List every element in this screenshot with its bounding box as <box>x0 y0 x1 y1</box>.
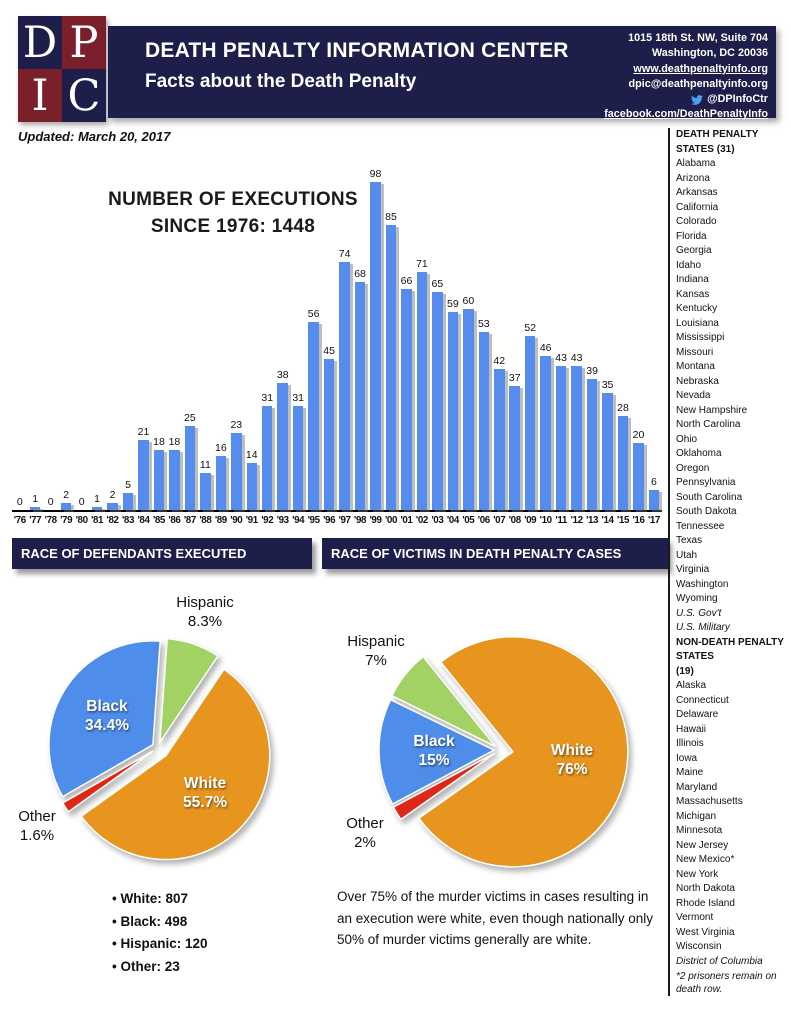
breakdown-item: • Hispanic: 120 <box>112 936 208 951</box>
bar <box>432 292 443 510</box>
state-item: Idaho <box>676 259 702 271</box>
bar-column <box>58 489 73 510</box>
year-tick-label: '81 <box>91 515 104 526</box>
year-tick-label: '86 <box>168 515 181 526</box>
bar-column <box>522 322 537 510</box>
year-tick-label: '99 <box>369 515 382 526</box>
year-tick-label: '79 <box>60 515 73 526</box>
bar-value-label: 25 <box>184 412 196 425</box>
year-tick-label: '07 <box>493 515 506 526</box>
website-link[interactable]: www.deathpenaltyinfo.org <box>633 62 768 75</box>
bar-column <box>414 258 429 510</box>
bar-column <box>182 412 197 510</box>
year-tick-label: '77 <box>29 515 42 526</box>
state-item: Minnesota <box>676 825 723 836</box>
state-item: North Carolina <box>676 419 741 430</box>
email-link[interactable]: dpic@deathpenaltyinfo.org <box>628 77 768 90</box>
state-item: Tennessee <box>676 520 725 532</box>
pie-label-other <box>18 807 56 845</box>
state-item: Missouri <box>676 346 714 358</box>
x-axis-labels <box>12 515 662 526</box>
bar <box>633 443 644 510</box>
pie-label-percent: 34.4% <box>85 717 129 734</box>
state-item: Alabama <box>676 158 716 169</box>
bar <box>277 383 288 510</box>
bar-column <box>275 369 290 510</box>
year-tick-label: '87 <box>183 515 196 526</box>
bar-value-label: 68 <box>354 268 366 281</box>
state-item: Indiana <box>676 274 709 285</box>
year-tick-label: '93 <box>276 515 289 526</box>
year-tick-label: '10 <box>539 515 552 526</box>
state-item: New Hampshire <box>676 404 748 416</box>
twitter-link[interactable] <box>604 92 768 107</box>
state-item: Oregon <box>676 462 710 474</box>
year-tick-label: '15 <box>617 515 630 526</box>
states-sidebar <box>668 128 791 996</box>
bar-column <box>43 496 58 510</box>
year-tick-label: '89 <box>214 515 227 526</box>
bar-column <box>27 493 42 510</box>
state-item: Arizona <box>676 172 710 184</box>
bar-value-label: 59 <box>447 298 459 311</box>
bar <box>618 416 629 510</box>
state-item: South Dakota <box>676 506 737 517</box>
twitter-handle: @DPInfoCtr <box>707 93 768 106</box>
year-tick-label: '90 <box>230 515 243 526</box>
state-item: Wyoming <box>676 593 718 604</box>
year-tick-label: '01 <box>400 515 413 526</box>
non-death-penalty-states-count: (19) <box>676 665 694 677</box>
bar <box>355 282 366 510</box>
bar-value-label: 60 <box>462 295 475 307</box>
victims-pie-chart <box>330 592 665 892</box>
pie-label-name: Other <box>18 808 56 825</box>
bar-column <box>631 429 646 510</box>
year-tick-label: '84 <box>137 515 150 526</box>
state-item: Alaska <box>676 680 707 691</box>
year-tick-label: '76 <box>13 515 26 526</box>
state-item: Kentucky <box>676 303 718 314</box>
breakdown-item: • White: 807 <box>112 891 188 906</box>
bar-column <box>430 278 445 510</box>
bar-value-label: 31 <box>261 392 274 405</box>
year-tick-label: '09 <box>524 515 537 526</box>
bar <box>417 272 428 510</box>
bar <box>556 366 567 510</box>
state-item: New York <box>676 868 719 880</box>
state-item: Kansas <box>676 288 710 300</box>
bar-value-label: 1 <box>32 492 39 505</box>
state-item: Maine <box>676 767 704 778</box>
bar <box>216 456 227 510</box>
state-item: New Mexico* <box>676 854 735 865</box>
pie-label-name: Hispanic <box>347 633 405 650</box>
year-tick-label: '88 <box>199 515 212 526</box>
state-item: Massachusetts <box>676 796 743 807</box>
non-death-penalty-states-header: NON-DEATH PENALTY STATES <box>676 636 784 662</box>
bar <box>61 503 72 510</box>
state-item: Illinois <box>676 738 704 749</box>
bar-value-label: 21 <box>137 425 150 438</box>
bar-column <box>260 392 275 510</box>
pie-label-other <box>346 814 384 852</box>
year-tick-label: '91 <box>245 515 258 526</box>
bar-value-label: 11 <box>199 459 211 472</box>
twitter-icon <box>690 94 704 106</box>
bar-value-label: 6 <box>651 475 657 488</box>
state-item: Hawaii <box>676 723 707 735</box>
bar-column <box>151 436 166 510</box>
bar-column <box>584 365 599 510</box>
pie-label-hispanic <box>347 632 405 670</box>
defendants-section-header: RACE OF DEFENDANTS EXECUTED <box>12 538 312 569</box>
state-item: Florida <box>676 230 707 242</box>
bar-value-label: 46 <box>539 341 552 354</box>
bar-value-label: 20 <box>632 429 645 441</box>
bar-value-label: 0 <box>16 496 23 508</box>
bar-value-label: 74 <box>338 248 351 261</box>
bar <box>30 507 41 510</box>
state-item: District of Columbia <box>676 955 763 967</box>
state-item: Vermont <box>676 912 714 923</box>
pie-label-percent: 15% <box>418 752 450 769</box>
year-tick-label: '94 <box>292 515 305 526</box>
bar-column <box>399 275 414 510</box>
pie-label-white <box>551 741 593 779</box>
state-item: Nebraska <box>676 375 719 387</box>
state-item: Wisconsin <box>676 941 722 952</box>
state-item: West Virginia <box>676 926 735 938</box>
year-tick-label: '03 <box>431 515 444 526</box>
pie-label-name: White <box>183 775 227 792</box>
state-item: U.S. Gov't <box>676 607 722 619</box>
bar <box>386 225 397 510</box>
bar-column <box>74 496 89 510</box>
state-item: Michigan <box>676 810 717 822</box>
state-item: Oklahoma <box>676 448 722 459</box>
bar <box>587 379 598 510</box>
state-item: Mississippi <box>676 332 725 343</box>
state-item: Nevada <box>676 390 711 401</box>
bar <box>571 366 582 510</box>
bar-column <box>461 295 476 510</box>
bar <box>200 473 211 510</box>
x-axis-line <box>12 510 662 512</box>
bar-value-label: 28 <box>617 402 629 415</box>
pie-label-black <box>413 732 454 770</box>
bar-column <box>476 318 491 510</box>
header-titles <box>108 26 569 118</box>
pie-label-name: Black <box>413 733 455 750</box>
state-item: Colorado <box>676 216 717 227</box>
bar-column <box>198 459 213 510</box>
bar-value-label: 2 <box>63 489 70 502</box>
bar-value-label: 52 <box>524 321 537 334</box>
bar-value-label: 1 <box>94 492 100 505</box>
bar-column <box>383 211 398 510</box>
bar-value-label: 16 <box>214 442 227 455</box>
year-tick-label: '82 <box>106 515 119 526</box>
updated-date: Updated: March 20, 2017 <box>18 129 171 144</box>
org-title: DEATH PENALTY INFORMATION CENTER <box>145 39 569 62</box>
year-tick-label: '17 <box>647 515 660 526</box>
bar-value-label: 66 <box>400 274 413 287</box>
bar <box>509 386 520 510</box>
year-tick-label: '78 <box>44 515 57 526</box>
address-line1: 1015 18th St. NW, Suite 704 <box>628 32 768 44</box>
bar <box>463 309 474 510</box>
victims-note: Over 75% of the murder victims in cases resulting in an execution were white, even though nationally only 50% of murder victims generally are white. <box>337 889 653 947</box>
year-tick-label: '02 <box>415 515 428 526</box>
bar-value-label: 0 <box>47 496 54 508</box>
bar-column <box>12 496 27 510</box>
state-item: Utah <box>676 549 698 561</box>
bar <box>123 493 134 510</box>
death-penalty-states-header: DEATH PENALTY STATES (31) <box>676 129 759 155</box>
bar-column <box>136 426 151 510</box>
year-tick-label: '04 <box>446 515 459 526</box>
pie-label-percent: 2% <box>354 834 376 851</box>
pie-label-percent: 7% <box>365 652 387 669</box>
bar <box>231 433 242 510</box>
state-item: Arkansas <box>676 187 718 198</box>
pie-label-name: Black <box>86 698 128 715</box>
bar-value-label: 53 <box>477 318 490 331</box>
state-item: California <box>676 201 719 213</box>
bar <box>494 369 505 510</box>
bar <box>308 322 319 510</box>
bar-column <box>120 479 135 510</box>
bar-value-label: 5 <box>125 479 131 492</box>
bar-value-label: 23 <box>230 419 243 431</box>
dpic-logo <box>18 16 106 122</box>
year-tick-label: '12 <box>570 515 583 526</box>
state-item: South Carolina <box>676 491 743 503</box>
state-item: New Jersey <box>676 839 729 851</box>
bar-column <box>553 352 568 510</box>
year-tick-label: '06 <box>477 515 490 526</box>
state-item: Louisiana <box>676 317 719 329</box>
bar-column <box>213 442 228 510</box>
bar-column <box>167 436 182 510</box>
bar-column <box>337 248 352 510</box>
state-item: North Dakota <box>676 883 735 894</box>
bar <box>370 182 381 510</box>
bar-value-label: 38 <box>276 368 289 381</box>
state-item: Delaware <box>676 709 719 720</box>
bar <box>525 336 536 510</box>
facebook-link[interactable]: facebook.com/DeathPenaltyInfo <box>604 108 768 121</box>
bar-value-label: 56 <box>307 308 320 321</box>
year-tick-label: '98 <box>354 515 367 526</box>
state-item: Rhode Island <box>676 897 735 909</box>
pie-label-hispanic <box>176 593 234 631</box>
year-tick-label: '00 <box>384 515 397 526</box>
bar-column <box>229 419 244 510</box>
header-banner <box>108 26 776 121</box>
bars-area <box>12 158 662 510</box>
bar <box>602 393 613 510</box>
bar-column <box>507 372 522 510</box>
year-tick-label: '95 <box>307 515 320 526</box>
bar-value-label: 45 <box>323 345 335 358</box>
bar <box>401 289 412 510</box>
bar <box>293 406 304 510</box>
bar <box>262 406 273 510</box>
bar-value-label: 65 <box>431 278 444 291</box>
bar-column <box>368 168 383 510</box>
bar-value-label: 35 <box>601 378 614 391</box>
bar-value-label: 37 <box>508 372 521 384</box>
bar <box>169 450 180 510</box>
bar-column <box>615 402 630 510</box>
pie-label-name: White <box>550 742 594 759</box>
bar-value-label: 85 <box>385 211 397 224</box>
bar-column <box>306 308 321 510</box>
state-item: Pennsylvania <box>676 477 736 488</box>
bar-value-label: 0 <box>78 496 85 508</box>
bar-value-label: 43 <box>570 351 583 364</box>
logo-letter-d: D <box>18 16 62 69</box>
year-tick-label: '92 <box>261 515 274 526</box>
bar-value-label: 71 <box>416 258 428 271</box>
logo-letter-p: P <box>62 16 106 69</box>
bar <box>479 332 490 510</box>
sidebar-footnote: *2 prisoners remain on death row. <box>676 971 777 995</box>
pie-label-name: Other <box>346 815 384 832</box>
state-item: Maryland <box>676 781 718 793</box>
bar <box>247 463 258 510</box>
breakdown-item: • Black: 498 <box>112 913 188 929</box>
bar-value-label: 42 <box>493 355 506 368</box>
victims-section-header: RACE OF VICTIMS IN DEATH PENALTY CASES <box>322 538 668 569</box>
bar-value-label: 14 <box>245 449 258 462</box>
year-tick-label: '11 <box>555 515 567 526</box>
defendants-breakdown-list <box>112 888 208 978</box>
pie-label-percent: 1.6% <box>19 827 55 844</box>
logo-letter-i: I <box>18 69 62 122</box>
year-tick-label: '14 <box>601 515 614 526</box>
bar-value-label: 98 <box>369 167 382 180</box>
bar <box>107 503 118 510</box>
year-tick-label: '97 <box>338 515 351 526</box>
bar <box>324 359 335 510</box>
state-item: Ohio <box>676 433 698 445</box>
contact-block <box>604 26 776 121</box>
bar-column <box>244 449 259 510</box>
state-item: Washington <box>676 578 729 590</box>
pie-label-percent: 8.3% <box>187 613 223 630</box>
bar-chart-title-line1: NUMBER OF EXECUTIONS <box>108 189 358 210</box>
bar-column <box>569 352 584 510</box>
bar <box>339 262 350 510</box>
bar <box>138 440 149 510</box>
bar-value-label: 18 <box>168 435 181 448</box>
pie-label-name: Hispanic <box>176 594 234 611</box>
state-item: Texas <box>676 535 703 546</box>
logo-letter-c: C <box>62 69 106 122</box>
state-item: Connecticut <box>676 694 729 706</box>
state-item: Virginia <box>676 564 710 575</box>
breakdown-item: • Other: 23 <box>112 958 180 974</box>
bar <box>448 312 459 510</box>
pie-label-white <box>183 774 227 812</box>
executions-bar-chart <box>12 158 662 526</box>
bar <box>185 426 196 510</box>
year-tick-label: '16 <box>632 515 645 526</box>
bar-value-label: 39 <box>586 365 598 378</box>
bar <box>649 490 660 510</box>
bar-column <box>646 476 661 510</box>
year-tick-label: '08 <box>508 515 521 526</box>
year-tick-label: '05 <box>462 515 475 526</box>
state-item: Iowa <box>676 752 698 764</box>
page-title: Facts about the Death Penalty <box>145 71 417 92</box>
state-item: U.S. Military <box>676 622 730 633</box>
state-item: Montana <box>676 361 715 372</box>
year-tick-label: '85 <box>152 515 165 526</box>
year-tick-label: '96 <box>323 515 336 526</box>
bar-column <box>290 392 305 510</box>
defendants-pie-svg <box>10 580 320 890</box>
bar-chart-title-line2: SINCE 1976: 1448 <box>150 216 316 237</box>
pie-label-black <box>85 697 129 735</box>
bar-column <box>445 298 460 510</box>
pie-label-percent: 76% <box>556 761 588 778</box>
year-tick-label: '80 <box>75 515 88 526</box>
bar-column <box>600 379 615 510</box>
address-line2: Washington, DC 20036 <box>652 47 768 60</box>
bar <box>92 507 103 510</box>
bar <box>540 356 551 510</box>
bar-value-label: 43 <box>555 351 567 364</box>
bar-column <box>105 489 120 510</box>
bar-value-label: 18 <box>153 435 165 448</box>
bar-column <box>89 493 104 510</box>
bar <box>154 450 165 510</box>
state-item: Georgia <box>676 245 712 256</box>
defendants-pie-chart <box>10 580 320 890</box>
pie-label-percent: 55.7% <box>183 794 227 811</box>
bar-column <box>538 342 553 510</box>
bar-column <box>352 268 367 510</box>
year-tick-label: '13 <box>586 515 599 526</box>
bar-value-label: 2 <box>109 489 116 502</box>
bar-column <box>321 345 336 510</box>
bar-value-label: 31 <box>292 392 305 405</box>
bar-column <box>492 355 507 510</box>
year-tick-label: '83 <box>122 515 135 526</box>
